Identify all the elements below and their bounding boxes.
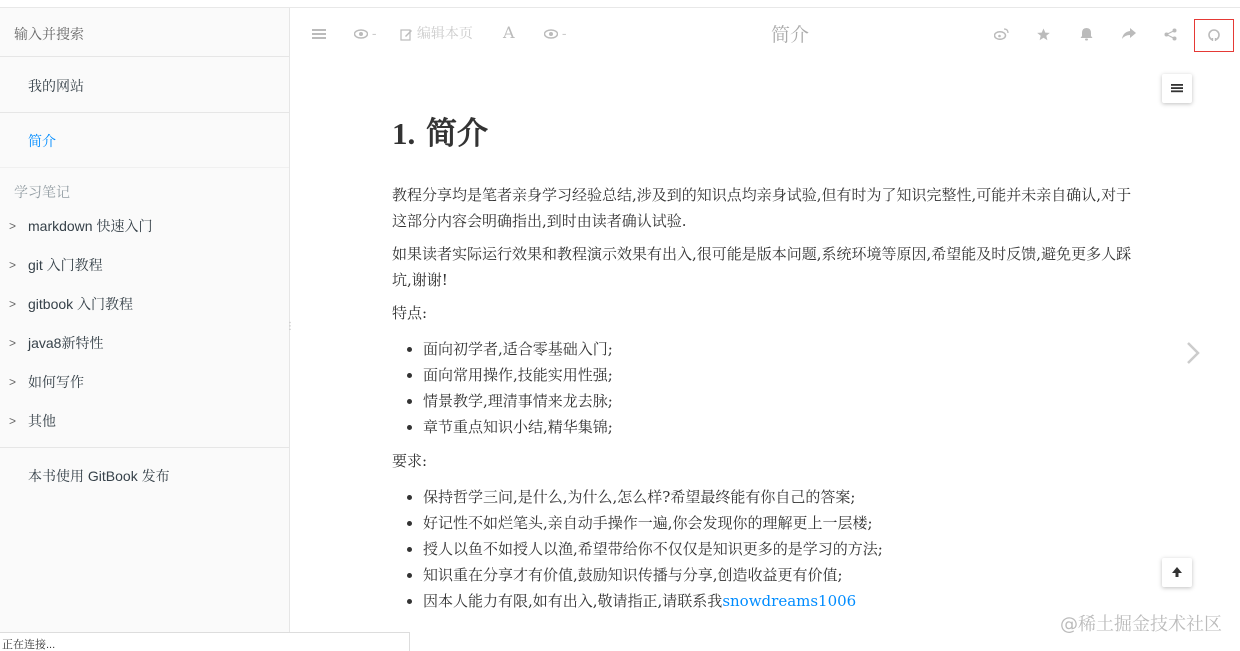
sidebar-chapter[interactable]: [0, 363, 289, 402]
share-button[interactable]: [1164, 22, 1177, 44]
heading-number: 1.: [392, 116, 416, 151]
list-item: [423, 588, 1142, 614]
top-border: [0, 0, 1240, 8]
next-page-button[interactable]: [1185, 338, 1201, 373]
share-nodes-icon: [1164, 28, 1177, 41]
font-settings-button[interactable]: A: [503, 23, 515, 42]
list-item: • 好记性不如烂笔头,亲自动手操作一遍,你会发现你的理解更上一层楼;: [423, 510, 1142, 536]
page-views-right-count: -: [561, 25, 567, 41]
sidebar-chapter[interactable]: [0, 207, 289, 246]
page-views-left: [354, 22, 377, 44]
toc-toggle-button[interactable]: [1162, 74, 1192, 103]
sidebar-section-header: 学习笔记: [14, 184, 70, 200]
sidebar-item-intro[interactable]: 简介: [0, 113, 289, 168]
contact-link[interactable]: snowdreams1006: [722, 592, 857, 610]
eye-icon: [354, 29, 368, 39]
sidebar-chapter[interactable]: [0, 246, 289, 285]
sidebar-chapter-label: 如何写作: [28, 374, 84, 390]
bell-icon: [1080, 27, 1093, 41]
contact-text: 因本人能力有限,如有出入,敬请指正,请联系我: [423, 592, 723, 610]
article-content: [392, 112, 1142, 622]
sidebar-chapter[interactable]: [0, 285, 289, 324]
list-item: • 情景教学,理清事情来龙去脉;: [423, 388, 1142, 414]
menu-toggle-button[interactable]: [312, 22, 326, 44]
sidebar-chapter-label: gitbook 入门教程: [28, 296, 134, 312]
star-button[interactable]: [1037, 22, 1050, 44]
page-views-right: [544, 22, 567, 44]
share-forward-icon: [1122, 28, 1136, 40]
edit-icon: [400, 28, 413, 41]
features-label: 特点:: [392, 304, 428, 322]
requirements-label: 要求:: [392, 452, 428, 470]
sidebar-chapter-label: 其他: [28, 413, 56, 429]
search-input[interactable]: 输入并搜索: [0, 8, 289, 57]
list-item: • 授人以鱼不如授人以渔,希望带给你不仅仅是知识更多的是学习的方法;: [423, 536, 1142, 562]
chevron-right-icon[interactable]: >: [9, 336, 17, 350]
sidebar-chapter[interactable]: [0, 402, 289, 441]
heading-text: 简介: [426, 116, 489, 152]
github-icon: [1207, 28, 1221, 42]
list-item: • 面向常用操作,技能实用性强;: [423, 362, 1142, 388]
status-bar: 正在连接...: [0, 632, 410, 651]
arrow-up-icon: [1171, 566, 1183, 578]
sidebar-chapter-label: git 入门教程: [28, 257, 103, 273]
list-item: • 面向初学者,适合零基础入门;: [423, 336, 1142, 362]
back-to-top-button[interactable]: [1162, 558, 1192, 587]
eye-icon: [544, 29, 558, 39]
list-item: • 知识重在分享才有价值,鼓励知识传播与分享,创造收益更有价值;: [423, 562, 1142, 588]
sidebar-chapter-label: java8新特性: [28, 335, 104, 351]
sidebar-item-gitbook-publish[interactable]: 本书使用 GitBook 发布: [28, 468, 170, 484]
forward-share-button[interactable]: [1122, 22, 1136, 44]
article-heading: [392, 112, 1142, 152]
page-views-left-count: -: [371, 25, 377, 41]
weibo-share-button[interactable]: [994, 22, 1009, 44]
chevron-right-icon: [1185, 338, 1201, 368]
weibo-icon: [994, 28, 1009, 40]
edit-page-label: 编辑本页: [416, 25, 473, 41]
header-toolbar: [290, 8, 1240, 57]
star-icon: [1037, 28, 1050, 41]
list-item: • 保持哲学三问,是什么,为什么,怎么样?希望最终能有你自己的答案;: [423, 484, 1142, 510]
intro-paragraph-1: 教程分享均是笔者亲身学习经验总结,涉及到的知识点均亲身试验,但有时为了知识完整性,可能并未亲自确认,对于这部分内容会明确指出,到时由读者确认试验.: [392, 186, 1132, 230]
sidebar-resize-handle[interactable]: ⋮: [285, 321, 295, 332]
intro-paragraph-2: 如果读者实际运行效果和教程演示效果有出入,很可能是版本问题,系统环境等原因,希望能及时反馈,避免更多人踩坑,谢谢!: [392, 245, 1132, 289]
sidebar-chapter-list: [0, 207, 295, 441]
list-icon: [1171, 82, 1183, 94]
notification-button[interactable]: [1080, 22, 1093, 44]
list-item: • 章节重点知识小结,精华集锦;: [423, 414, 1142, 440]
requirements-list: [392, 484, 1142, 614]
github-button[interactable]: [1194, 19, 1234, 52]
watermark: @稀土掘金技术社区: [1060, 614, 1222, 635]
sidebar-chapter[interactable]: [0, 321, 295, 363]
sidebar: [0, 8, 295, 651]
chevron-right-icon[interactable]: >: [9, 297, 17, 311]
hamburger-icon: [312, 28, 326, 40]
chevron-right-icon[interactable]: >: [9, 219, 17, 233]
sidebar-item-my-site[interactable]: 我的网站: [0, 57, 289, 113]
features-list: [392, 336, 1142, 440]
page-title: 简介: [770, 24, 809, 46]
chevron-right-icon[interactable]: >: [9, 414, 17, 428]
edit-page-button[interactable]: [400, 22, 473, 44]
chevron-right-icon[interactable]: >: [9, 258, 17, 272]
chevron-right-icon[interactable]: >: [9, 375, 17, 389]
sidebar-chapter-label: markdown 快速入门: [28, 218, 153, 234]
